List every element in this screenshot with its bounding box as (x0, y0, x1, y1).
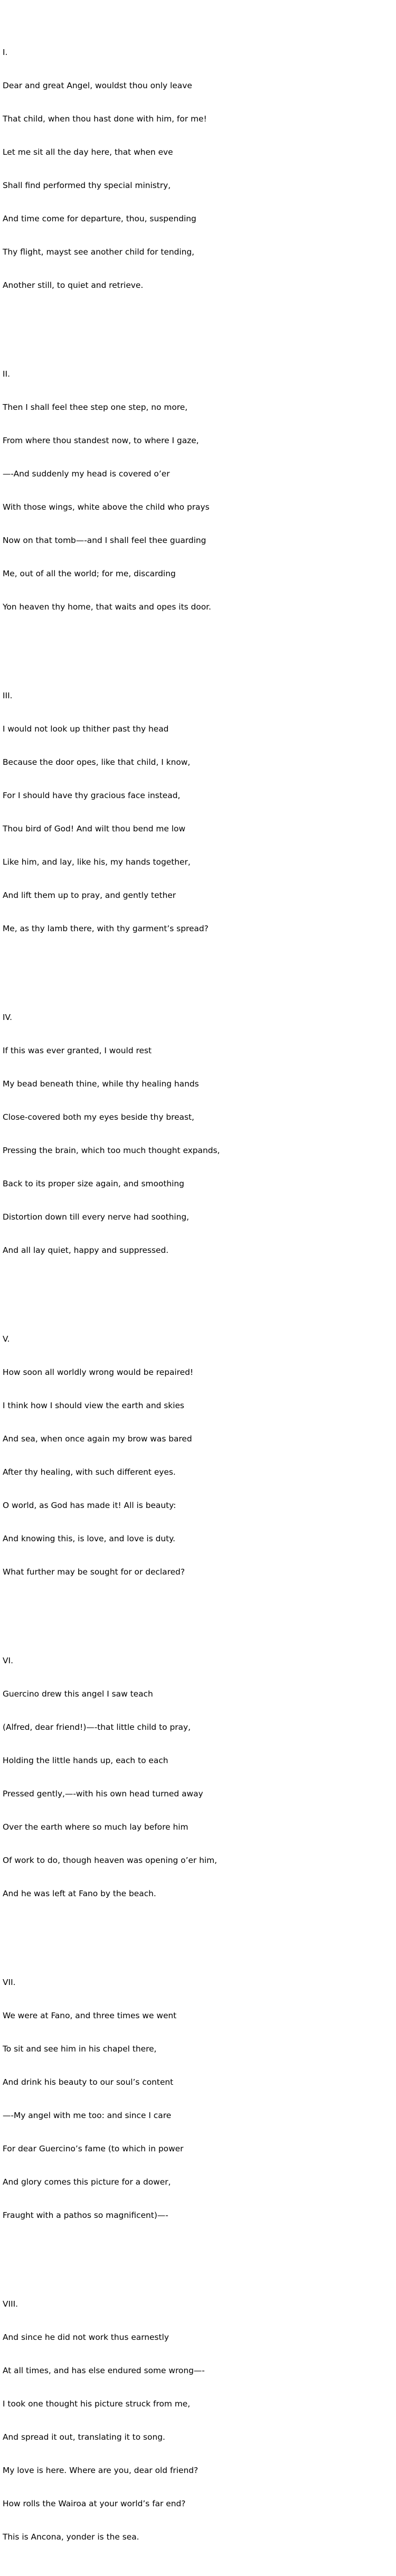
poem-line: Thou bird of God! And wilt thou bend me low (3, 824, 186, 833)
poem-line: We were at Fano, and three times we went (3, 2011, 177, 2020)
stanza-number: III. (3, 691, 13, 700)
poem-line: This is Ancona, yonder is the sea. (3, 2532, 139, 2542)
stanza-number: V. (3, 1334, 10, 1344)
poem-line: Now on that tomb—-and I shall feel thee guarding (3, 536, 206, 545)
poem-line: At all times, and has else endured some wrong—- (3, 2366, 205, 2375)
stanza-7 (3, 1955, 220, 2243)
poem-line: Then I shall feel thee step one step, no more, (3, 402, 188, 412)
poem-line: That child, when thou hast done with him, for me! (3, 114, 207, 124)
poem-line: Pressed gently,—-with his own head turned away (3, 1789, 203, 1798)
stanza-2 (3, 346, 220, 635)
poem-line: I took one thought his picture struck from me, (3, 2399, 191, 2409)
poem-line: After thy healing, with such different eyes. (3, 1467, 176, 1477)
stanza-8 (3, 2277, 220, 2565)
stanza-5 (3, 1312, 220, 1600)
poem-line: To sit and see him in his chapel there, (3, 2044, 157, 2054)
poem-line: Yon heaven thy home, that waits and opes its door. (3, 602, 211, 612)
stanza-6 (3, 1633, 220, 1922)
poem-line: Thy flight, mayst see another child for tending, (3, 247, 195, 257)
stanza-number: IV. (3, 1013, 12, 1022)
poem-line: What further may be sought for or declared? (3, 1567, 185, 1577)
poem-line: O world, as God has made it! All is beauty: (3, 1501, 176, 1510)
poem-line: If this was ever granted, I would rest (3, 1046, 152, 1055)
poem-line: My love is here. Where are you, dear old friend? (3, 2466, 199, 2475)
poem-line: And time come for departure, thou, suspending (3, 214, 196, 223)
poem-text (3, 3, 220, 2576)
stanza-number: VI. (3, 1656, 13, 1665)
stanza-1 (3, 25, 220, 313)
poem-line: Another still, to quiet and retrieve. (3, 280, 144, 290)
poem-line: My bead beneath thine, while thy healing hands (3, 1079, 199, 1089)
poem-line: —-And suddenly my head is covered o’er (3, 469, 170, 479)
poem-line: For dear Guercino’s fame (to which in power (3, 2144, 184, 2153)
poem-line: For I should have thy gracious face instead, (3, 791, 181, 800)
poem-line: I would not look up thither past thy head (3, 724, 169, 734)
poem-line: And lift them up to pray, and gently tether (3, 891, 176, 900)
poem-line: Me, out of all the world; for me, discarding (3, 569, 176, 578)
poem-line: Because the door opes, like that child, I know, (3, 757, 191, 767)
poem-line: And sea, when once again my brow was bared (3, 1434, 192, 1444)
poem-line: Close-covered both my eyes beside thy breast, (3, 1112, 194, 1122)
poem-line: How rolls the Wairoa at your world’s far end? (3, 2499, 186, 2508)
poem-line: Dear and great Angel, wouldst thou only leave (3, 81, 192, 90)
stanza-number: VIII. (3, 2299, 18, 2309)
poem-line: From where thou standest now, to where I gaze, (3, 436, 199, 445)
poem-line: Pressing the brain, which too much thought expands, (3, 1146, 220, 1155)
poem-line: And spread it out, translating it to song. (3, 2432, 165, 2442)
poem-line: (Alfred, dear friend!)—-that little child to pray, (3, 1722, 191, 1732)
stanza-number: VII. (3, 1978, 16, 1987)
poem-line: —-My angel with me too: and since I care (3, 2111, 172, 2120)
poem-line: Like him, and lay, like his, my hands together, (3, 857, 191, 867)
poem-line: And since he did not work thus earnestly (3, 2333, 169, 2342)
stanza-number: I. (3, 48, 8, 57)
poem-line: And he was left at Fano by the beach. (3, 1889, 156, 1898)
poem-line: And knowing this, is love, and love is duty. (3, 1534, 175, 1543)
poem-line: Of work to do, though heaven was opening o’er him, (3, 1856, 218, 1865)
poem-line: How soon all worldly wrong would be repaired! (3, 1367, 194, 1377)
poem-line: Me, as thy lamb there, with thy garment’s spread? (3, 924, 209, 933)
poem-line: And glory comes this picture for a dower, (3, 2177, 171, 2187)
poem-line: I think how I should view the earth and skies (3, 1401, 184, 1410)
poem-line: And all lay quiet, happy and suppressed. (3, 1245, 169, 1255)
poem-line: Holding the little hands up, each to each (3, 1756, 168, 1765)
poem-line: Fraught with a pathos so magnificent)—- (3, 2210, 168, 2220)
poem-line: Back to its proper size again, and smoothing (3, 1179, 184, 1188)
poem-line: Distortion down till every nerve had soothing, (3, 1212, 190, 1222)
poem-line: And drink his beauty to our soul’s content (3, 2077, 174, 2087)
poem-line: Over the earth where so much lay before him (3, 1822, 188, 1832)
poem-line: Shall find performed thy special ministry, (3, 181, 171, 190)
stanza-3 (3, 668, 220, 957)
stanza-4 (3, 990, 220, 1278)
poem-line: Guercino drew this angel I saw teach (3, 1689, 153, 1699)
stanza-number: II. (3, 369, 10, 379)
poem-line: With those wings, white above the child who prays (3, 502, 210, 512)
poem-line: Let me sit all the day here, that when eve (3, 147, 173, 157)
